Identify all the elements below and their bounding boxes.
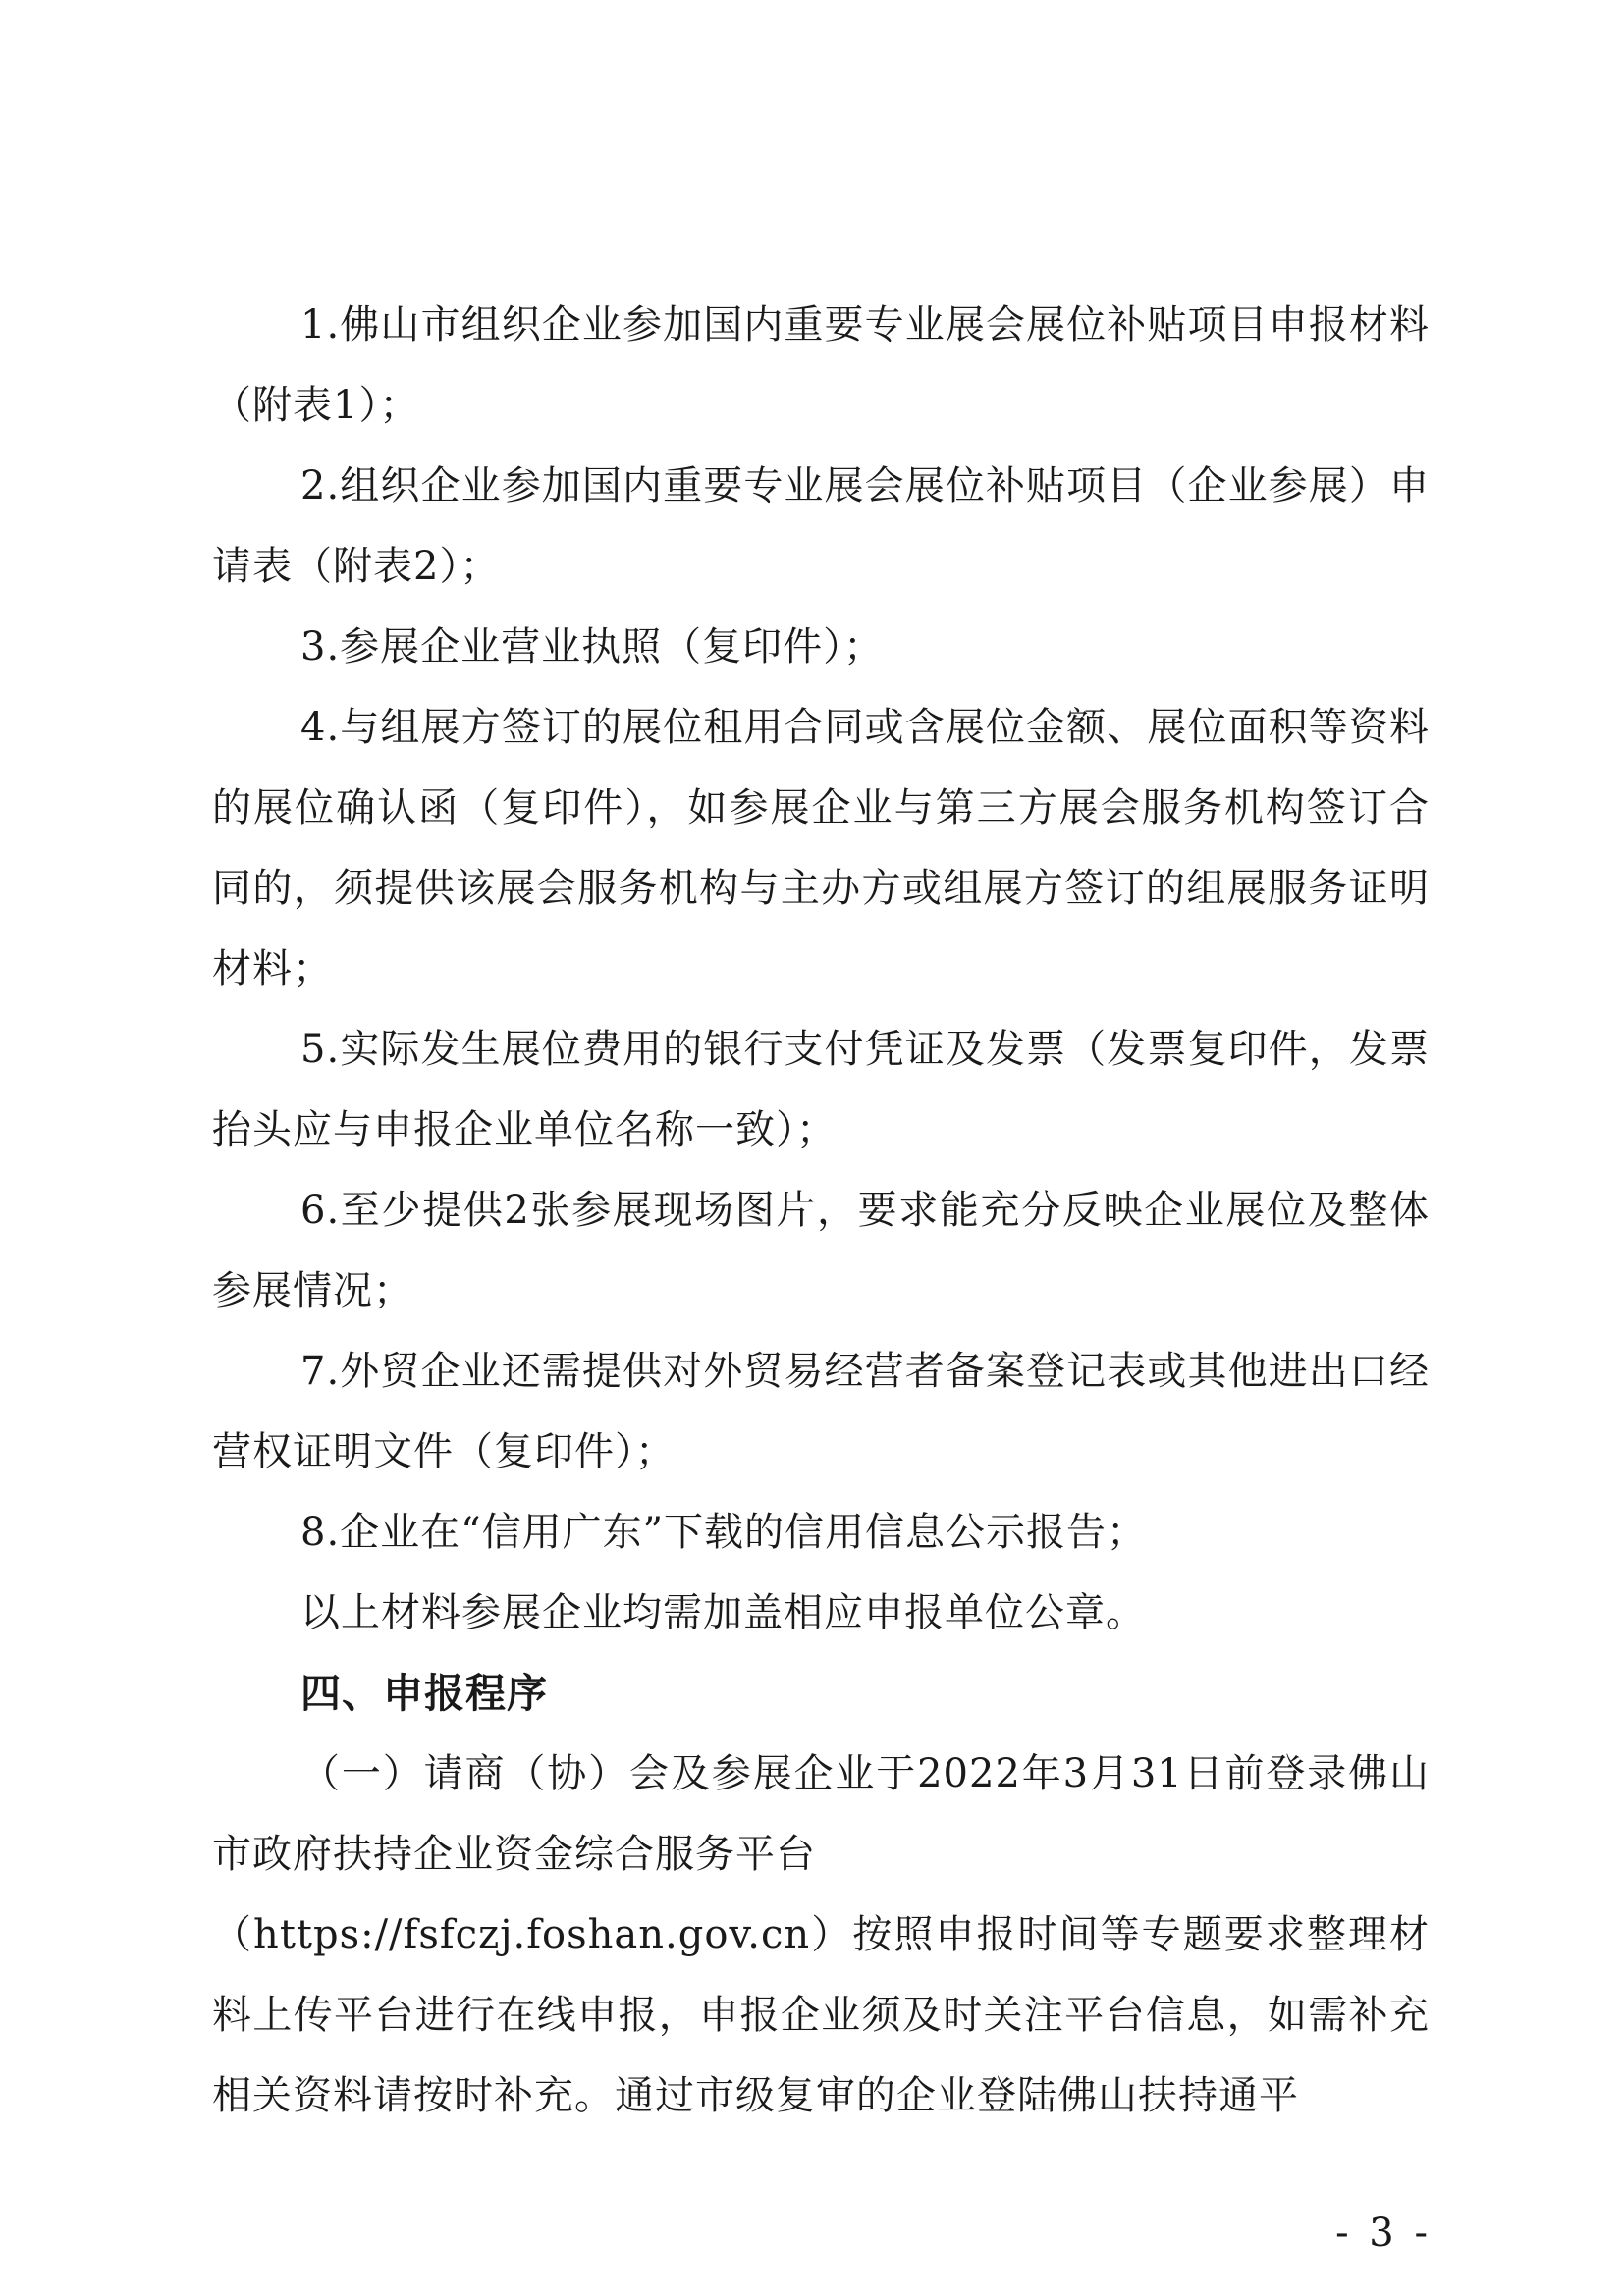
materials-note: 以上材料参展企业均需加盖相应申报单位公章。 — [300, 1590, 1146, 1635]
section-heading: 四、申报程序 — [300, 1670, 548, 1717]
document-body — [212, 285, 1430, 2136]
material-item-3: 3.参展企业营业执照（复印件）； — [300, 624, 885, 669]
page-number: - 3 - — [1335, 2211, 1432, 2256]
material-item-5: 5.实际发生展位费用的银行支付凭证及发票（发票复印件，发票抬头应与申报企业单位名称一致）； — [212, 1027, 1430, 1152]
material-item-6: 6.至少提供2张参展现场图片，要求能充分反映企业展位及整体参展情况； — [212, 1188, 1430, 1313]
material-item-7: 7.外贸企业还需提供对外贸易经营者备案登记表或其他进出口经营权证明文件（复印件）； — [212, 1349, 1430, 1474]
procedure-step-1-continued: （https://fsfczj.foshan.gov.cn）按照申报时间等专题要求整理材料上传平台进行在线申报，申报企业须及时关注平台信息，如需补充相关资料请按时补充。通过市级复审的企业登陆佛山扶持通平 — [212, 1912, 1430, 2118]
material-item-2: 2.组织企业参加国内重要专业展会展位补贴项目（企业参展）申请表（附表2）； — [212, 463, 1430, 589]
procedure-step-1: （一）请商（协）会及参展企业于2022年3月31日前登录佛山市政府扶持企业资金综合服务平台 — [212, 1751, 1430, 1877]
material-item-1: 1.佛山市组织企业参加国内重要专业展会展位补贴项目申报材料（附表1）； — [212, 302, 1430, 428]
material-item-4: 4.与组展方签订的展位租用合同或含展位金额、展位面积等资料的展位确认函（复印件），如参展企业与第三方展会服务机构签订合同的，须提供该展会服务机构与主办方或组展方签订的组展服务证明材料； — [212, 705, 1430, 991]
material-item-8: 8.企业在“信用广东”下载的信用信息公示报告； — [300, 1510, 1148, 1555]
